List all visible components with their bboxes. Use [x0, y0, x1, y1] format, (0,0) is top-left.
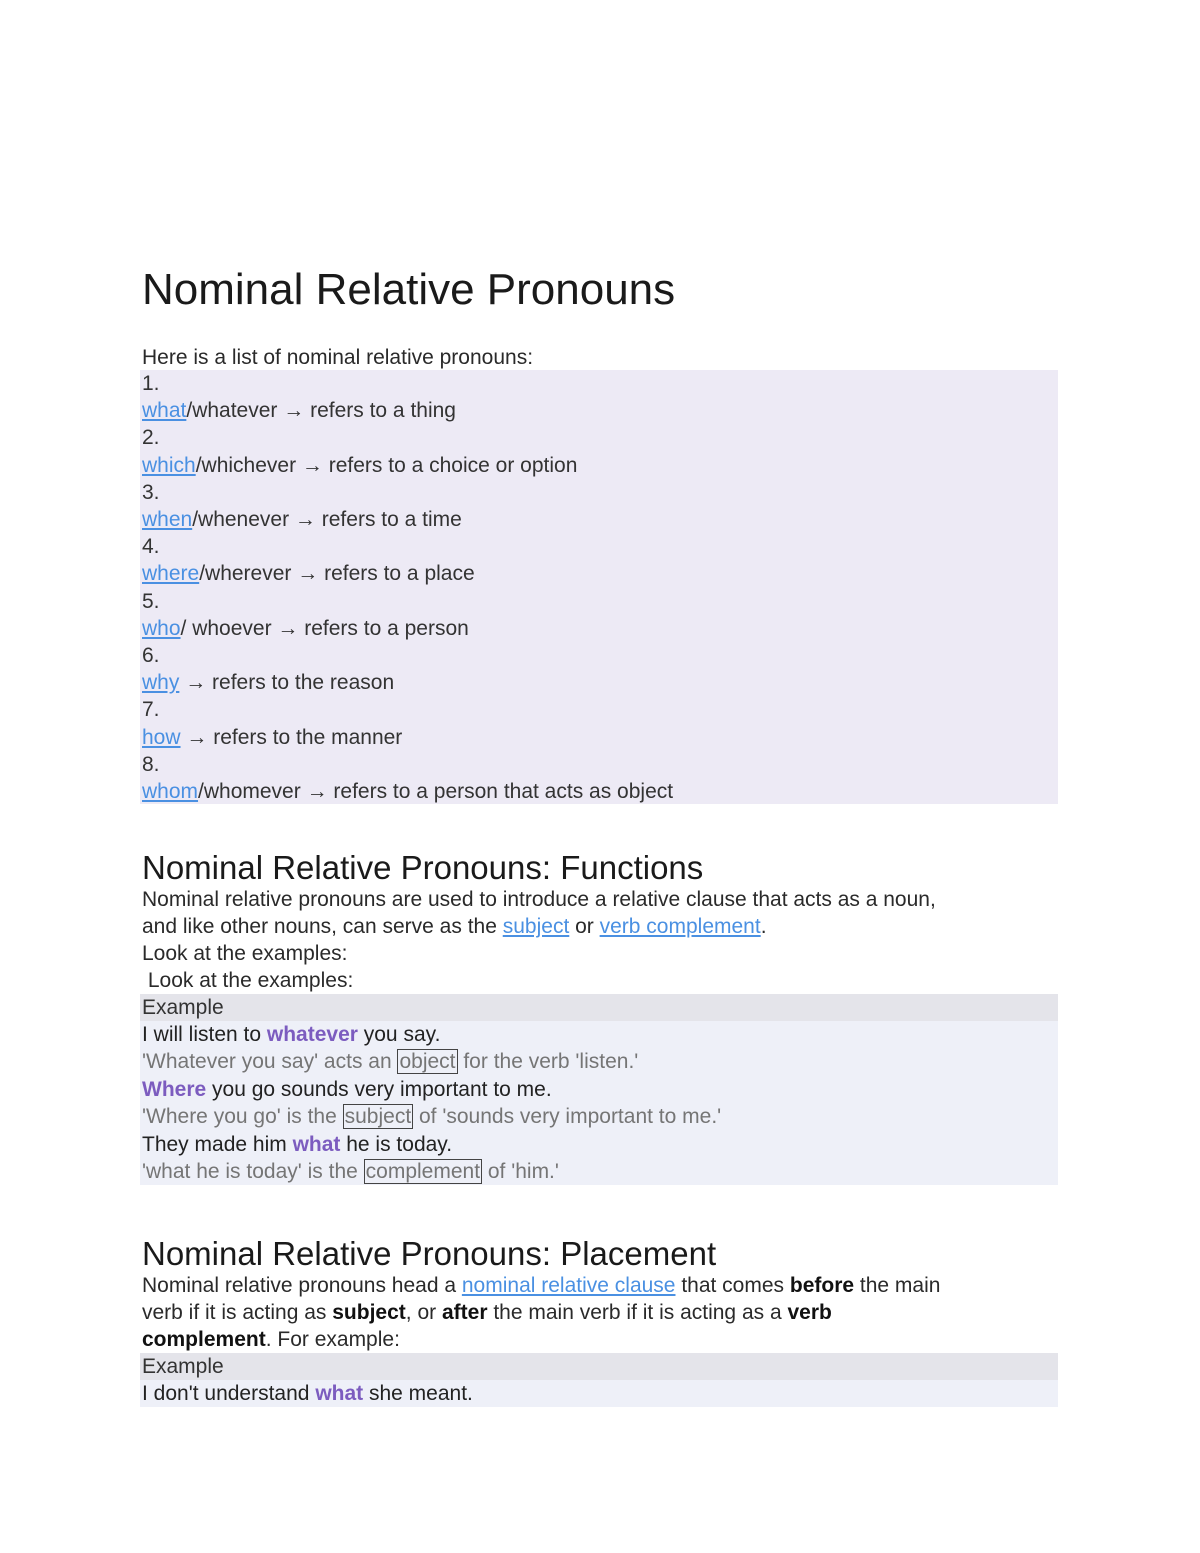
note-text: 'Where you go' is the — [142, 1105, 343, 1129]
placement-heading: Nominal Relative Pronouns: Placement — [142, 1235, 717, 1272]
list-item-text: → refers to the manner — [180, 725, 403, 749]
list-item-text: /whenever → refers to a time — [192, 508, 462, 532]
example-keyword: what — [315, 1382, 364, 1405]
example-sentence — [142, 1076, 1058, 1103]
list-number: 1. — [142, 372, 160, 395]
example-text: he is today. — [340, 1132, 453, 1156]
example-text: you go sounds very important to me. — [206, 1077, 552, 1101]
list-number: 3. — [142, 480, 160, 504]
pronoun-link-who[interactable]: who — [142, 616, 181, 640]
functions-para-line1: Nominal relative pronouns are used to introduce a relative clause that acts as a noun, — [142, 888, 936, 911]
subject-link[interactable]: subject — [502, 915, 570, 938]
functions-section — [140, 848, 1058, 1185]
list-item — [140, 506, 1058, 533]
placement-bold: before — [789, 1274, 855, 1297]
list-item — [140, 397, 1058, 424]
placement-table-header: Example — [140, 1353, 1058, 1380]
functions-para-line2 — [142, 913, 1058, 940]
pronoun-link-what[interactable]: what — [142, 399, 187, 423]
pronoun-link-when[interactable]: when — [142, 508, 193, 532]
pronoun-link-where[interactable]: where — [142, 562, 200, 586]
functions-table-body — [140, 1021, 1058, 1185]
look-at-examples-2: Look at the examples: — [142, 969, 354, 992]
functions-heading: Nominal Relative Pronouns: Functions — [142, 849, 704, 886]
list-item — [140, 560, 1058, 587]
list-number: 6. — [142, 644, 160, 668]
example-text: I will listen to — [142, 1023, 267, 1046]
list-item-text: /whatever → refers to a thing — [186, 399, 456, 423]
list-item-text: → refers to the reason — [179, 671, 395, 695]
pronoun-link-whom[interactable]: whom — [142, 780, 199, 804]
placement-text: , or — [405, 1301, 442, 1324]
functions-para-or: or — [569, 915, 600, 938]
example-note — [142, 1048, 1058, 1075]
list-number: 2. — [142, 426, 160, 450]
list-item — [140, 724, 1058, 751]
list-item — [140, 778, 1058, 805]
example-keyword: whatever — [266, 1023, 358, 1046]
page-title: Nominal Relative Pronouns — [142, 265, 676, 314]
list-number: 4. — [142, 535, 160, 559]
placement-text: Nominal relative pronouns head a — [142, 1274, 462, 1297]
placement-para-line2 — [142, 1299, 1058, 1326]
functions-table-header: Example — [140, 994, 1058, 1021]
placement-text: the main — [854, 1274, 941, 1297]
list-number: 5. — [142, 589, 160, 613]
placement-bold: complement — [142, 1328, 266, 1351]
placement-text: verb if it is acting as — [142, 1301, 333, 1324]
placement-bold: verb — [787, 1301, 832, 1324]
note-boxed-term: subject — [344, 1105, 412, 1129]
functions-para-text: and like other nouns, can serve as the — [142, 915, 503, 938]
placement-text: the main verb if it is acting as a — [487, 1301, 788, 1324]
list-number: 7. — [142, 698, 160, 722]
note-text: of 'him.' — [482, 1160, 559, 1184]
list-item-text: /whichever → refers to a choice or option — [195, 453, 578, 477]
placement-text: that comes — [675, 1274, 790, 1297]
example-keyword: Where — [142, 1077, 207, 1101]
pronoun-list — [140, 370, 1058, 804]
placement-bold: after — [441, 1301, 488, 1324]
note-text: 'what he is today' is the — [142, 1160, 364, 1184]
placement-text: . For example: — [265, 1328, 400, 1351]
list-item — [140, 615, 1058, 642]
example-text: she meant. — [363, 1382, 473, 1405]
functions-paragraph — [140, 886, 1058, 994]
example-sentence — [142, 1021, 1058, 1048]
example-note — [142, 1103, 1058, 1130]
note-boxed-term: object — [399, 1050, 456, 1074]
example-text: you say. — [357, 1023, 441, 1046]
pronoun-link-which[interactable]: which — [142, 453, 196, 477]
look-at-examples-1: Look at the examples: — [142, 942, 348, 965]
pronoun-link-why[interactable]: why — [142, 671, 180, 695]
note-text: 'Whatever you say' acts an — [142, 1050, 398, 1074]
verb-complement-link[interactable]: verb complement — [599, 915, 761, 938]
note-text: for the verb 'listen.' — [457, 1050, 639, 1074]
pronoun-link-how[interactable]: how — [142, 725, 181, 749]
placement-table-body — [140, 1380, 1058, 1407]
list-number: 8. — [142, 752, 160, 776]
example-text: I don't understand — [142, 1382, 316, 1405]
placement-paragraph — [140, 1272, 1058, 1353]
list-item — [140, 452, 1058, 479]
list-item-text: / whoever → refers to a person — [180, 616, 469, 640]
example-sentence — [142, 1380, 1058, 1407]
placement-para-line3 — [142, 1326, 1058, 1353]
placement-bold: subject — [332, 1301, 406, 1324]
note-boxed-term: complement — [365, 1160, 481, 1184]
functions-para-end: . — [760, 915, 767, 938]
list-item-text: /wherever → refers to a place — [199, 562, 475, 586]
intro-text: Here is a list of nominal relative pronouns: — [142, 346, 534, 369]
example-text: They made him — [142, 1132, 293, 1156]
example-keyword: what — [292, 1132, 341, 1156]
example-sentence — [142, 1131, 1058, 1158]
note-text: of 'sounds very important to me.' — [413, 1105, 722, 1129]
list-item — [140, 669, 1058, 696]
list-item-text: /whomever → refers to a person that acts as object — [198, 780, 674, 804]
placement-section — [140, 1234, 1058, 1407]
placement-para-line1 — [142, 1272, 1058, 1299]
nominal-relative-clause-link[interactable]: nominal relative clause — [461, 1274, 676, 1297]
example-note — [142, 1158, 1058, 1185]
